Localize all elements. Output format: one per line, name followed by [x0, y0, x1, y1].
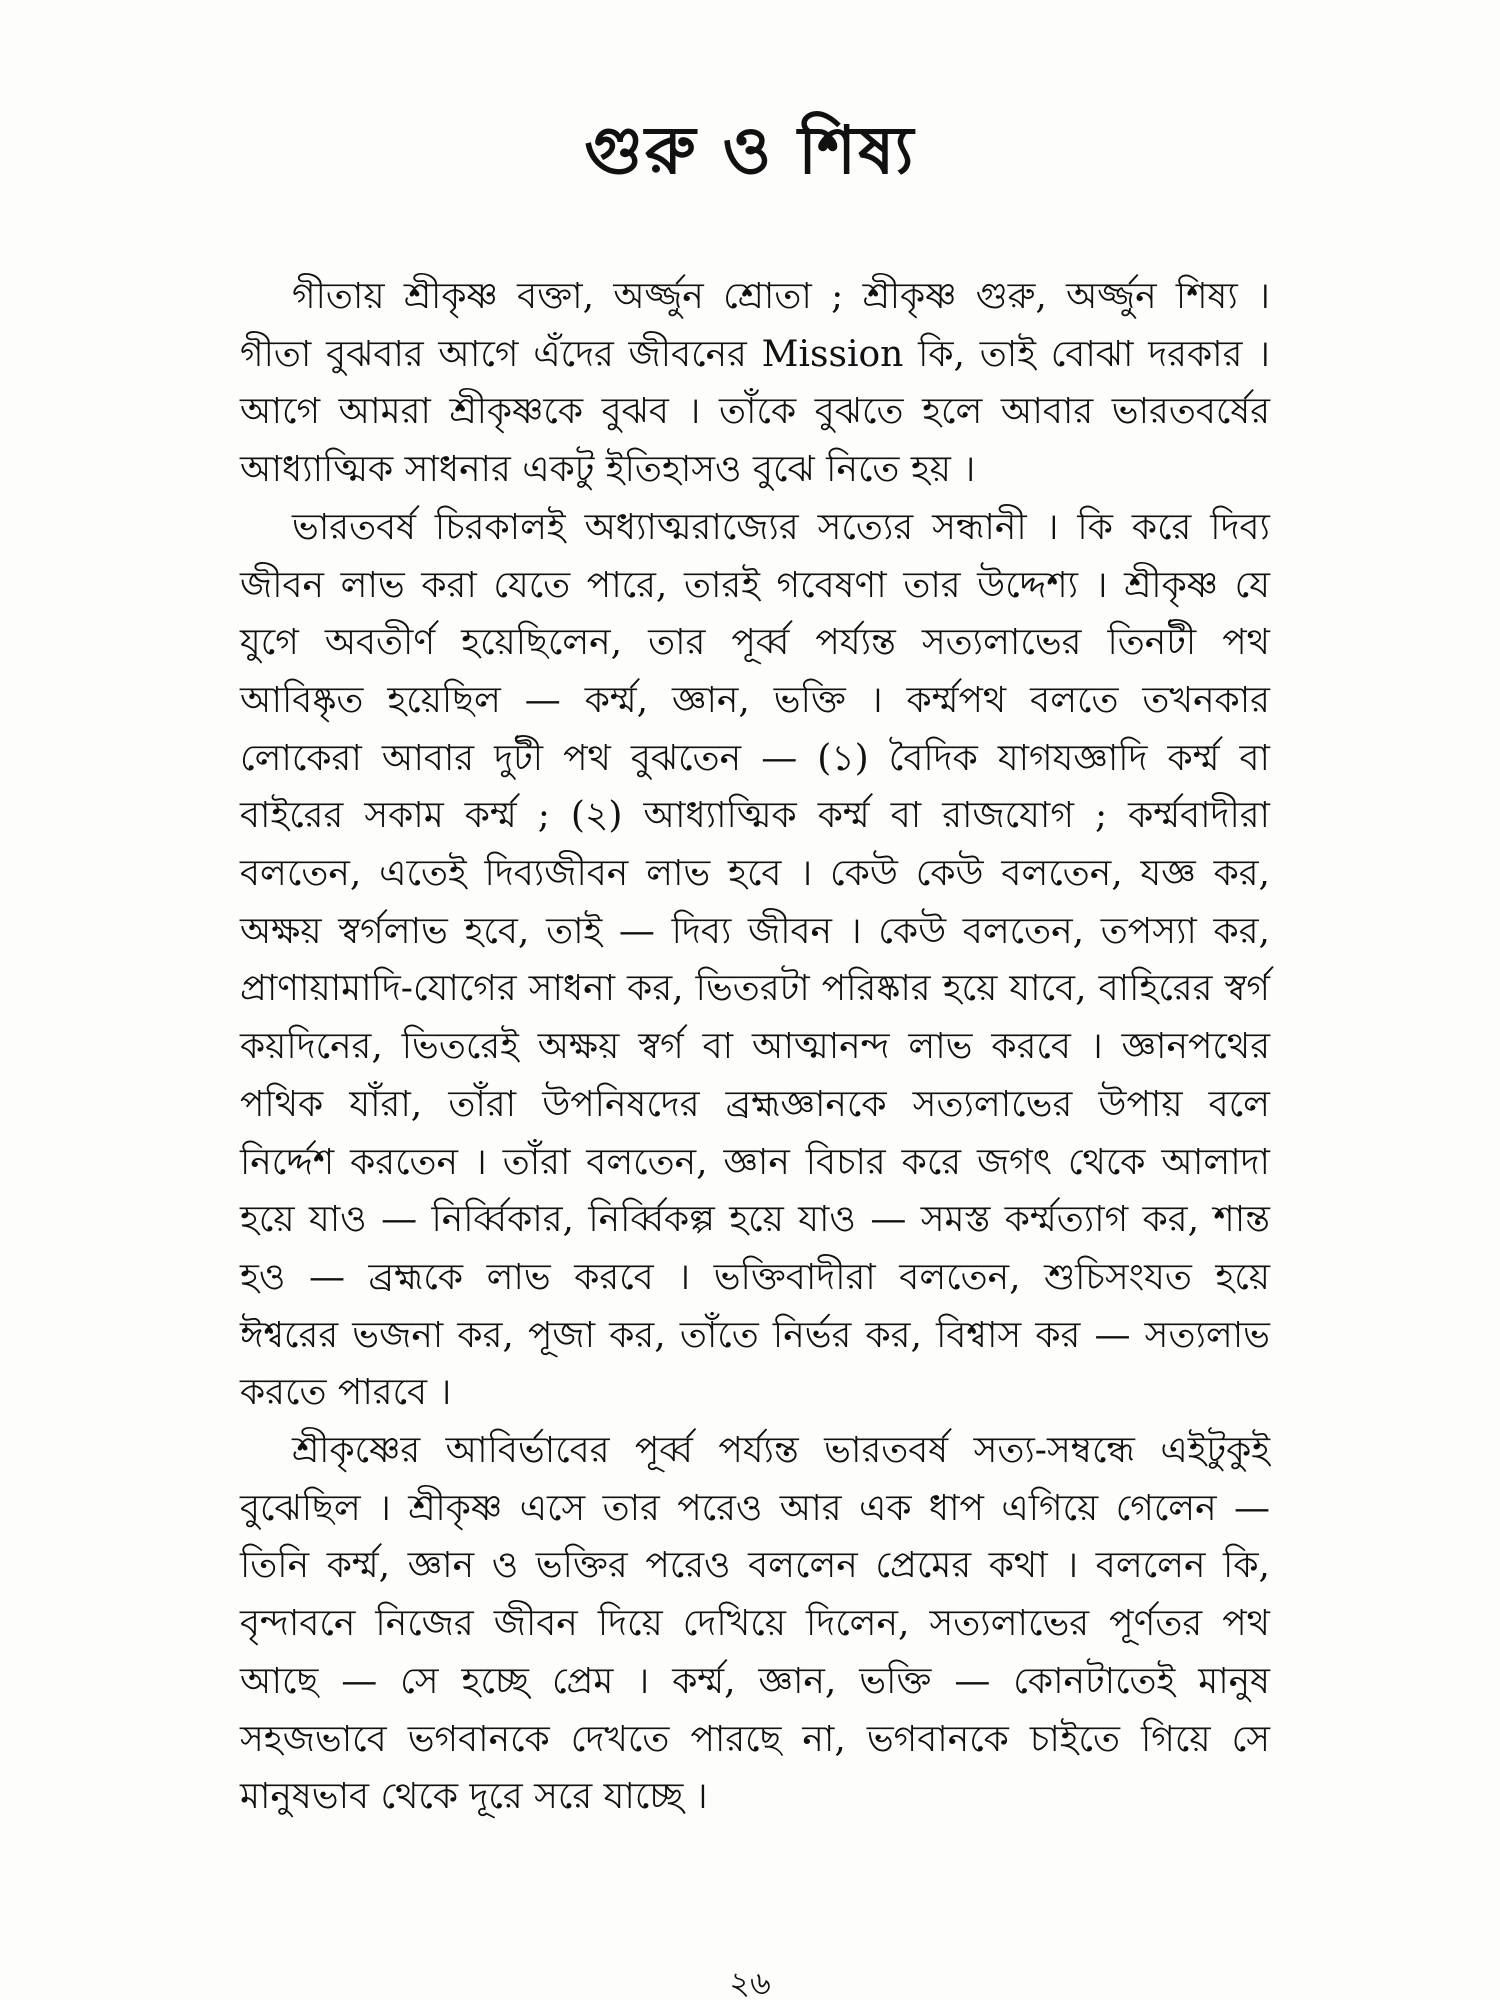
body-text	[240, 268, 1270, 1826]
paragraph-1: গীতায় শ্রীকৃষ্ণ বক্তা, অর্জ্জুন শ্রোতা ; শ্রীকৃষ্ণ গুরু, অর্জ্জুন শিষ্য । গীতা বুঝবার আগে এঁদের জীবনের Mission কি, তাই বোঝা দরকার । আগে আমরা শ্রীকৃষ্ণকে বুঝব । তাঁকে বুঝতে হলে আবার ভারতবর্ষের আধ্যাত্মিক সাধনার একটু ইতিহাসও বুঝে নিতে হয় ।	[240, 276, 1270, 491]
paragraph-2: ভারতবর্ষ চিরকালই অধ্যাত্মরাজ্যের সত্যের সন্ধানী । কি করে দিব্য জীবন লাভ করা যেতে পারে, তারই গবেষণা তার উদ্দেশ্য । শ্রীকৃষ্ণ যে যুগে অবতীর্ণ হয়েছিলেন, তার পূর্ব্ব পর্য্যন্ত সত্যলাভের তিনটী পথ আবিষ্কৃত হয়েছিল — কর্ম্ম, জ্ঞান, ভক্তি । কর্ম্মপথ বলতে তখনকার লোকেরা আবার দুটী পথ বুঝতেন — (১) বৈদিক যাগযজ্ঞাদি কর্ম্ম বা বাইরের সকাম কর্ম্ম ; (২) আধ্যাত্মিক কর্ম্ম বা রাজযোগ ; কর্ম্মবাদীরা বলতেন, এতেই দিব্যজীবন লাভ হবে । কেউ কেউ বলতেন, যজ্ঞ কর, অক্ষয় স্বর্গলাভ হবে, তাই — দিব্য জীবন । কেউ বলতেন, তপস্যা কর, প্রাণায়ামাদি-যোগের সাধনা কর, ভিতরটা পরিষ্কার হয়ে যাবে, বাহিরের স্বর্গ কয়দিনের, ভিতরেই অক্ষয় স্বর্গ বা আত্মানন্দ লাভ করবে । জ্ঞানপথের পথিক যাঁরা, তাঁরা উপনিষদের ব্রহ্মজ্ঞানকে সত্যলাভের উপায় বলে নির্দ্দেশ করতেন । তাঁরা বলতেন, জ্ঞান বিচার করে জগৎ থেকে আলাদা হয়ে যাও — নির্ব্বিকার, নির্ব্বিকল্প হয়ে যাও — সমস্ত কর্ম্মত্যাগ কর, শান্ত হও — ব্রহ্মকে লাভ করবে । ভক্তিবাদীরা বলতেন, শুচিসংযত হয়ে ঈশ্বরের ভজনা কর, পূজা কর, তাঁতে নির্ভর কর, বিশ্বাস কর — সত্যলাভ করতে পারবে ।	[240, 506, 1270, 1414]
paragraph-3: শ্রীকৃষ্ণের আবির্ভাবের পূর্ব্ব পর্য্যন্ত ভারতবর্ষ সত্য-সম্বন্ধে এইটুকুই বুঝেছিল । শ্রীকৃষ্ণ এসে তার পরেও আর এক ধাপ এগিয়ে গেলেন — তিনি কর্ম্ম, জ্ঞান ও ভক্তির পরেও বললেন প্রেমের কথা । বললেন কি, বৃন্দাবনে নিজের জীবন দিয়ে দেখিয়ে দিলেন, সত্যলাভের পূর্ণতর পথ আছে — সে হচ্ছে প্রেম । কর্ম্ম, জ্ঞান, ভক্তি — কোনটাতেই মানুষ সহজভাবে ভগবানকে দেখতে পারছে না, ভগবানকে চাইতে গিয়ে সে মানুষভাব থেকে দূরে সরে যাচ্ছে ।	[240, 1430, 1270, 1818]
chapter-title: গুরু ও শিষ্য	[584, 111, 916, 189]
page-number: ২৬	[729, 1964, 771, 2000]
